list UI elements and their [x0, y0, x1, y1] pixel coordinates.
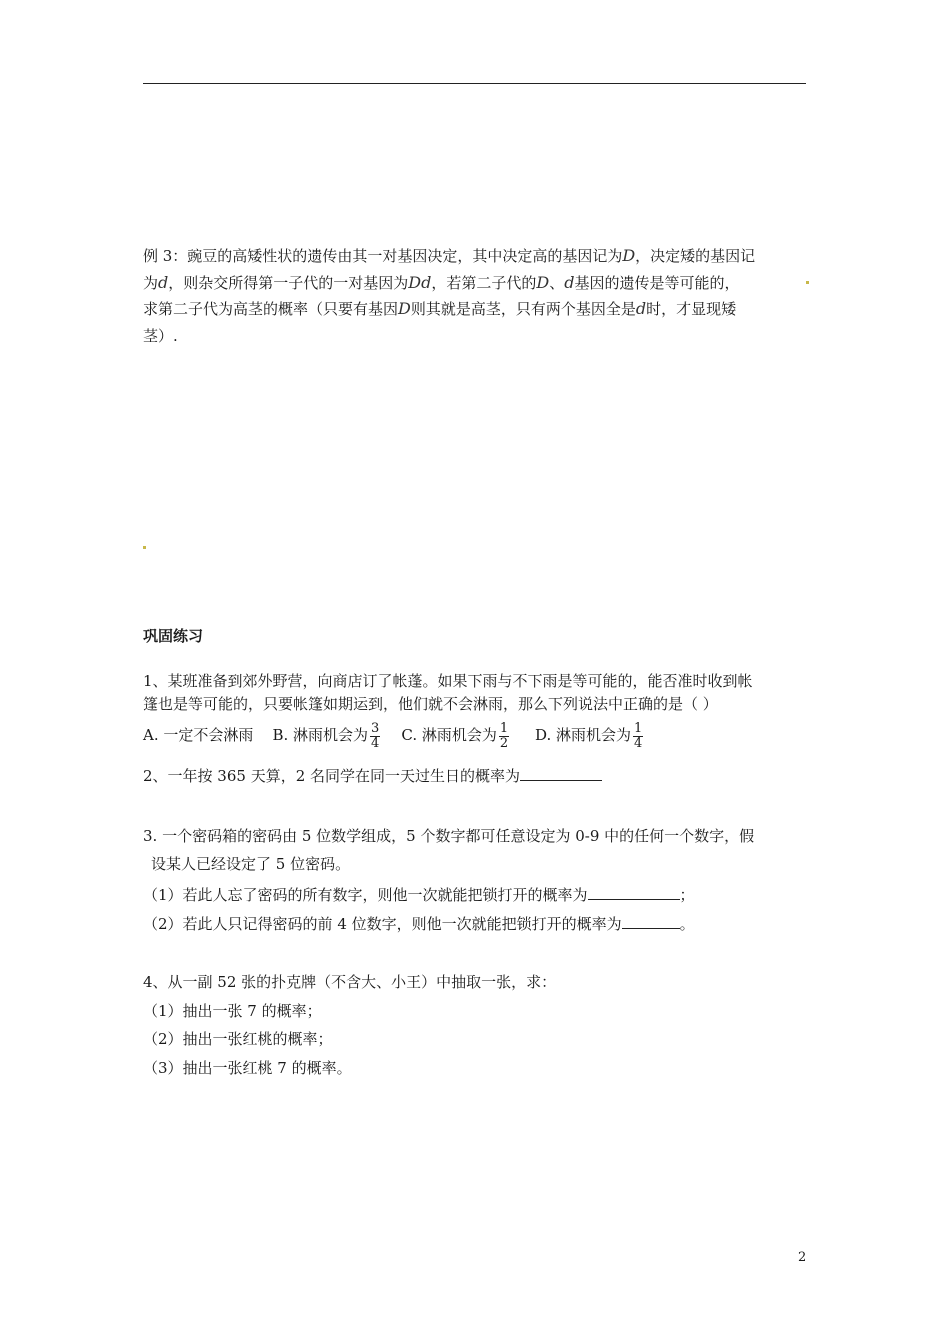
section-title: 巩固练习	[143, 627, 204, 645]
answer-blank	[520, 766, 602, 781]
fraction-d: $\frac{1}{4}$	[634, 720, 643, 751]
example3-line3: 求第二子代为高茎的概率（只要有基因D则其就是高茎，只有两个基因全是d时，才显现矮	[143, 299, 737, 318]
answer-blank	[622, 914, 680, 929]
var-d-upper: D	[622, 246, 636, 265]
scan-speck	[806, 281, 809, 284]
var-d-lower: d	[158, 273, 169, 292]
q1-line2: 篷也是等可能的，只要帐篷如期运到，他们就不会淋雨，那么下列说法中正确的是（ ）	[143, 695, 718, 713]
q1-option-a: A. 一定不会淋雨	[143, 726, 254, 744]
example3-line1: 例 3：豌豆的高矮性状的遗传由其一对基因决定，其中决定高的基因记为D，决定矮的基因记	[143, 246, 756, 265]
var-d-upper: D	[398, 299, 411, 318]
var-dd: Dd	[408, 273, 432, 292]
q1-options	[143, 718, 645, 752]
example3-line4: 茎）.	[143, 327, 178, 345]
fraction-c: $\frac{1}{2}$	[499, 720, 509, 751]
answer-blank	[588, 885, 680, 900]
q4-line1: 4、从一副 52 张的扑克牌（不含大、小王）中抽取一张，求：	[143, 973, 557, 991]
q1-option-d: D. 淋雨机会为	[534, 726, 632, 744]
q1-line1: 1、某班准备到郊外野营，向商店订了帐蓬。如果下雨与不下雨是等可能的，能否准时收到帐	[143, 672, 753, 690]
q4-part2: （2）抽出一张红桃的概率；	[143, 1030, 333, 1048]
var-d-upper: D	[536, 273, 550, 292]
q4-part3: （3）抽出一张红桃 7 的概率。	[143, 1059, 352, 1077]
q2-line: 2、一年按 365 天算，2 名同学在同一天过生日的概率为	[143, 766, 602, 786]
q1-option-b: B. 淋雨机会为	[272, 726, 369, 744]
page-number: 2	[798, 1250, 807, 1265]
scan-speck	[143, 546, 146, 549]
q3-line1: 3. 一个密码箱的密码由 5 位数学组成，5 个数字都可任意设定为 0-9 中的任何一个数字，假	[143, 827, 755, 845]
q1-option-c: C. 淋雨机会为	[401, 726, 497, 744]
fraction-b: $\frac{3}{4}$	[371, 720, 380, 751]
header-rule	[143, 83, 806, 84]
q3-part2: （2）若此人只记得密码的前 4 位数字，则他一次就能把锁打开的概率为 。	[143, 915, 695, 933]
var-d-lower: d	[564, 273, 575, 292]
q3-line2: 设某人已经设定了 5 位密码。	[151, 855, 351, 873]
example3-line2: 为d，则杂交所得第一子代的一对基因为Dd，若第二子代的D、d基因的遗传是等可能的，	[143, 273, 740, 292]
var-d-lower: d	[635, 299, 647, 318]
q3-part1: （1）若此人忘了密码的所有数字，则他一次就能把锁打开的概率为 ；	[143, 886, 695, 904]
q4-part1: （1）抽出一张 7 的概率；	[143, 1002, 322, 1020]
